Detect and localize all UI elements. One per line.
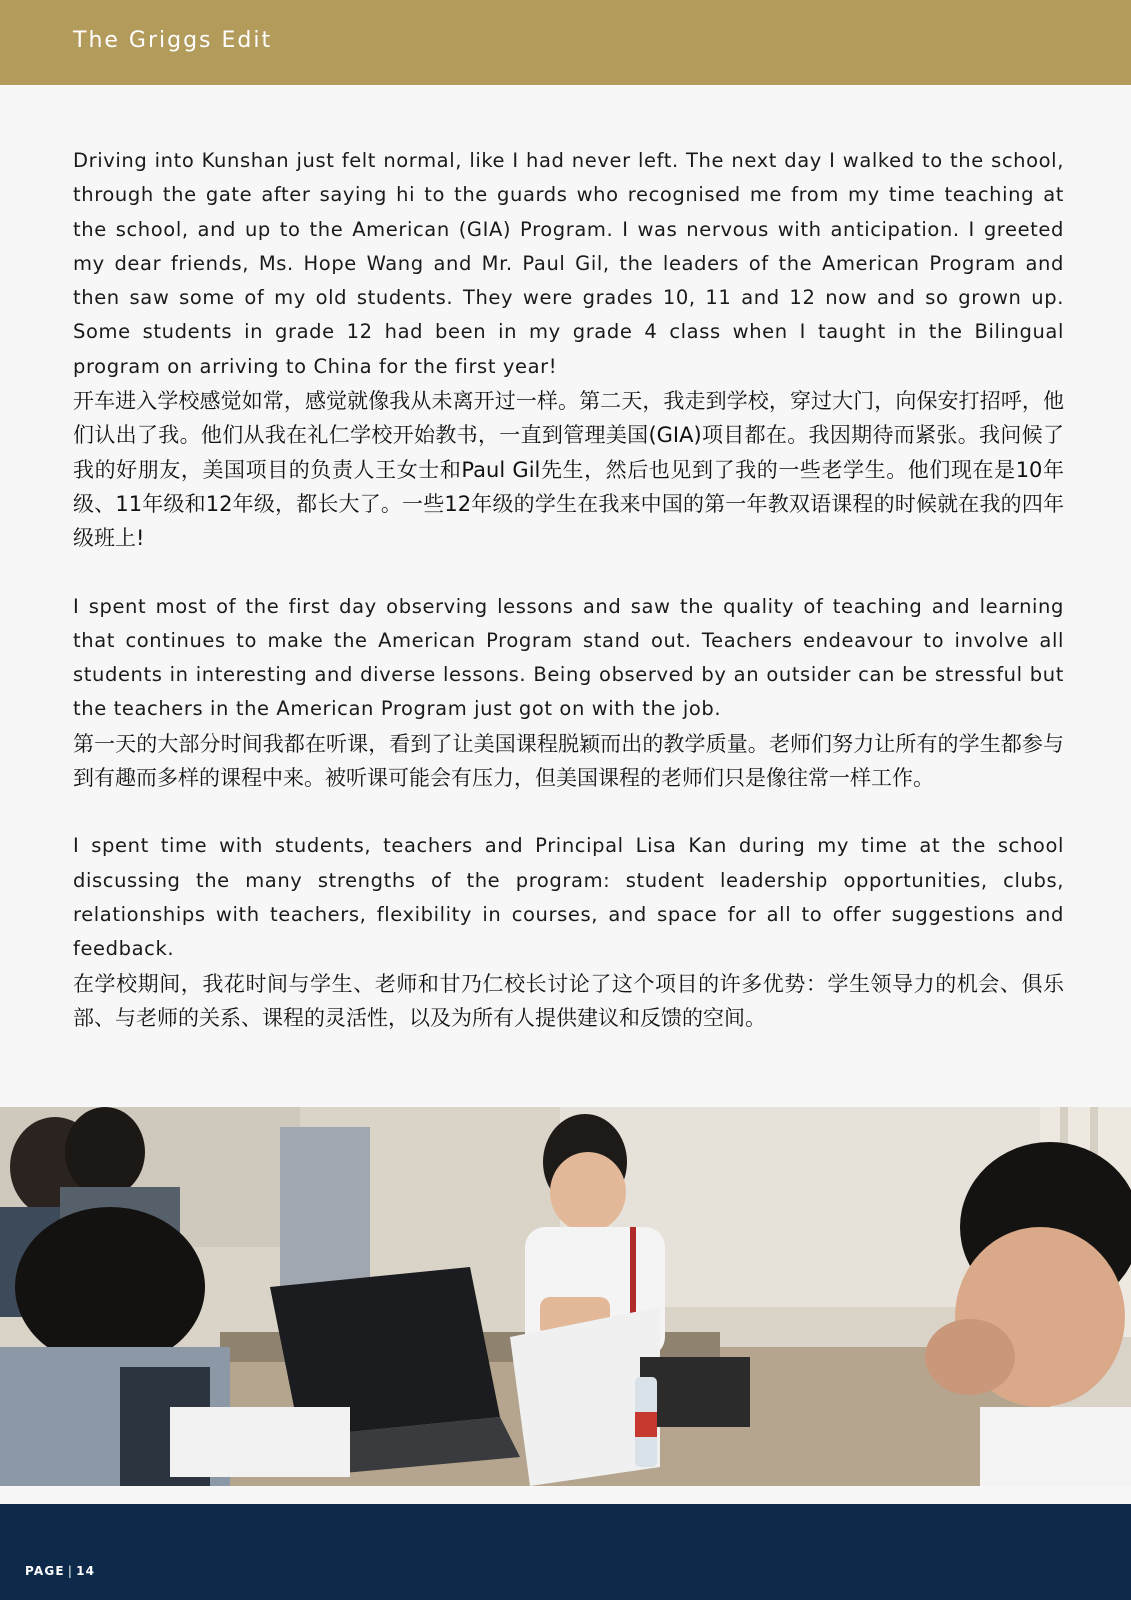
paragraph-block-2 bbox=[73, 590, 1064, 796]
page-number-label bbox=[25, 1564, 95, 1578]
publication-title: The Griggs Edit bbox=[73, 28, 273, 53]
paragraph-chinese: 开车进入学校感觉如常，感觉就像我从未离开过一样。第二天，我走到学校，穿过大门，向保安打招呼，他们认出了我。他们从我在礼仁学校开始教书，一直到管理美国(GIA)项目都在。我因期待而紧张。我问候了我的好朋友，美国项目的负责人王女士和Paul Gil先生，然后也见到了我的一些老学生。他们现在是10年级、11年级和12年级，都长大了。一些12年级的学生在我来中国的第一年教双语课程的时候就在我的四年级班上! bbox=[73, 389, 1064, 551]
paragraph-english: Driving into Kunshan just felt normal, like I had never left. The next day I walked to the school, through the gate after saying hi to the guards who recognised me from my time teaching at the school, and up to the American (GIA) Program. I was nervous with anticipation. I greeted my dear friends, Ms. Hope Wang and Mr. Paul Gil, the leaders of the American Program and then saw some of my old students. They were grades 10, 11 and 12 now and so grown up. Some students in grade 12 had been in my grade 4 class when I taught in the Bilingual program on arriving to China for the first year! bbox=[73, 149, 1064, 378]
page-separator: | bbox=[67, 1564, 74, 1578]
classroom-photo-illustration bbox=[0, 1107, 1131, 1486]
article-body bbox=[73, 144, 1064, 1069]
paragraph-block-3 bbox=[73, 829, 1064, 1035]
classroom-photo bbox=[0, 1107, 1131, 1486]
paragraph-chinese: 第一天的大部分时间我都在听课，看到了让美国课程脱颖而出的教学质量。老师们努力让所有的学生都参与到有趣而多样的课程中来。被听课可能会有压力，但美国课程的老师们只是像往常一样工作。 bbox=[73, 731, 1064, 791]
paragraph-english: I spent time with students, teachers and Principal Lisa Kan during my time at the school discussing the many strengths of the program: student leadership opportunities, clubs, relationships with teachers, flexibility in courses, and space for all to offer suggestions and feedback. bbox=[73, 834, 1064, 961]
page-footer bbox=[0, 1504, 1131, 1600]
paragraph-block-1 bbox=[73, 144, 1064, 556]
paragraph-english: I spent most of the first day observing lessons and saw the quality of teaching and learning that continues to make the American Program stand out. Teachers endeavour to involve all students in interesting and diverse lessons. Being observed by an outsider can be stressful but the teachers in the American Program just got on with the job. bbox=[73, 594, 1064, 721]
page-label-text: PAGE bbox=[25, 1564, 65, 1578]
paragraph-chinese: 在学校期间，我花时间与学生、老师和甘乃仁校长讨论了这个项目的许多优势：学生领导力的机会、俱乐部、与老师的关系、课程的灵活性，以及为所有人提供建议和反馈的空间。 bbox=[73, 971, 1064, 1030]
page-header bbox=[0, 0, 1131, 85]
page-number: 14 bbox=[76, 1564, 96, 1578]
